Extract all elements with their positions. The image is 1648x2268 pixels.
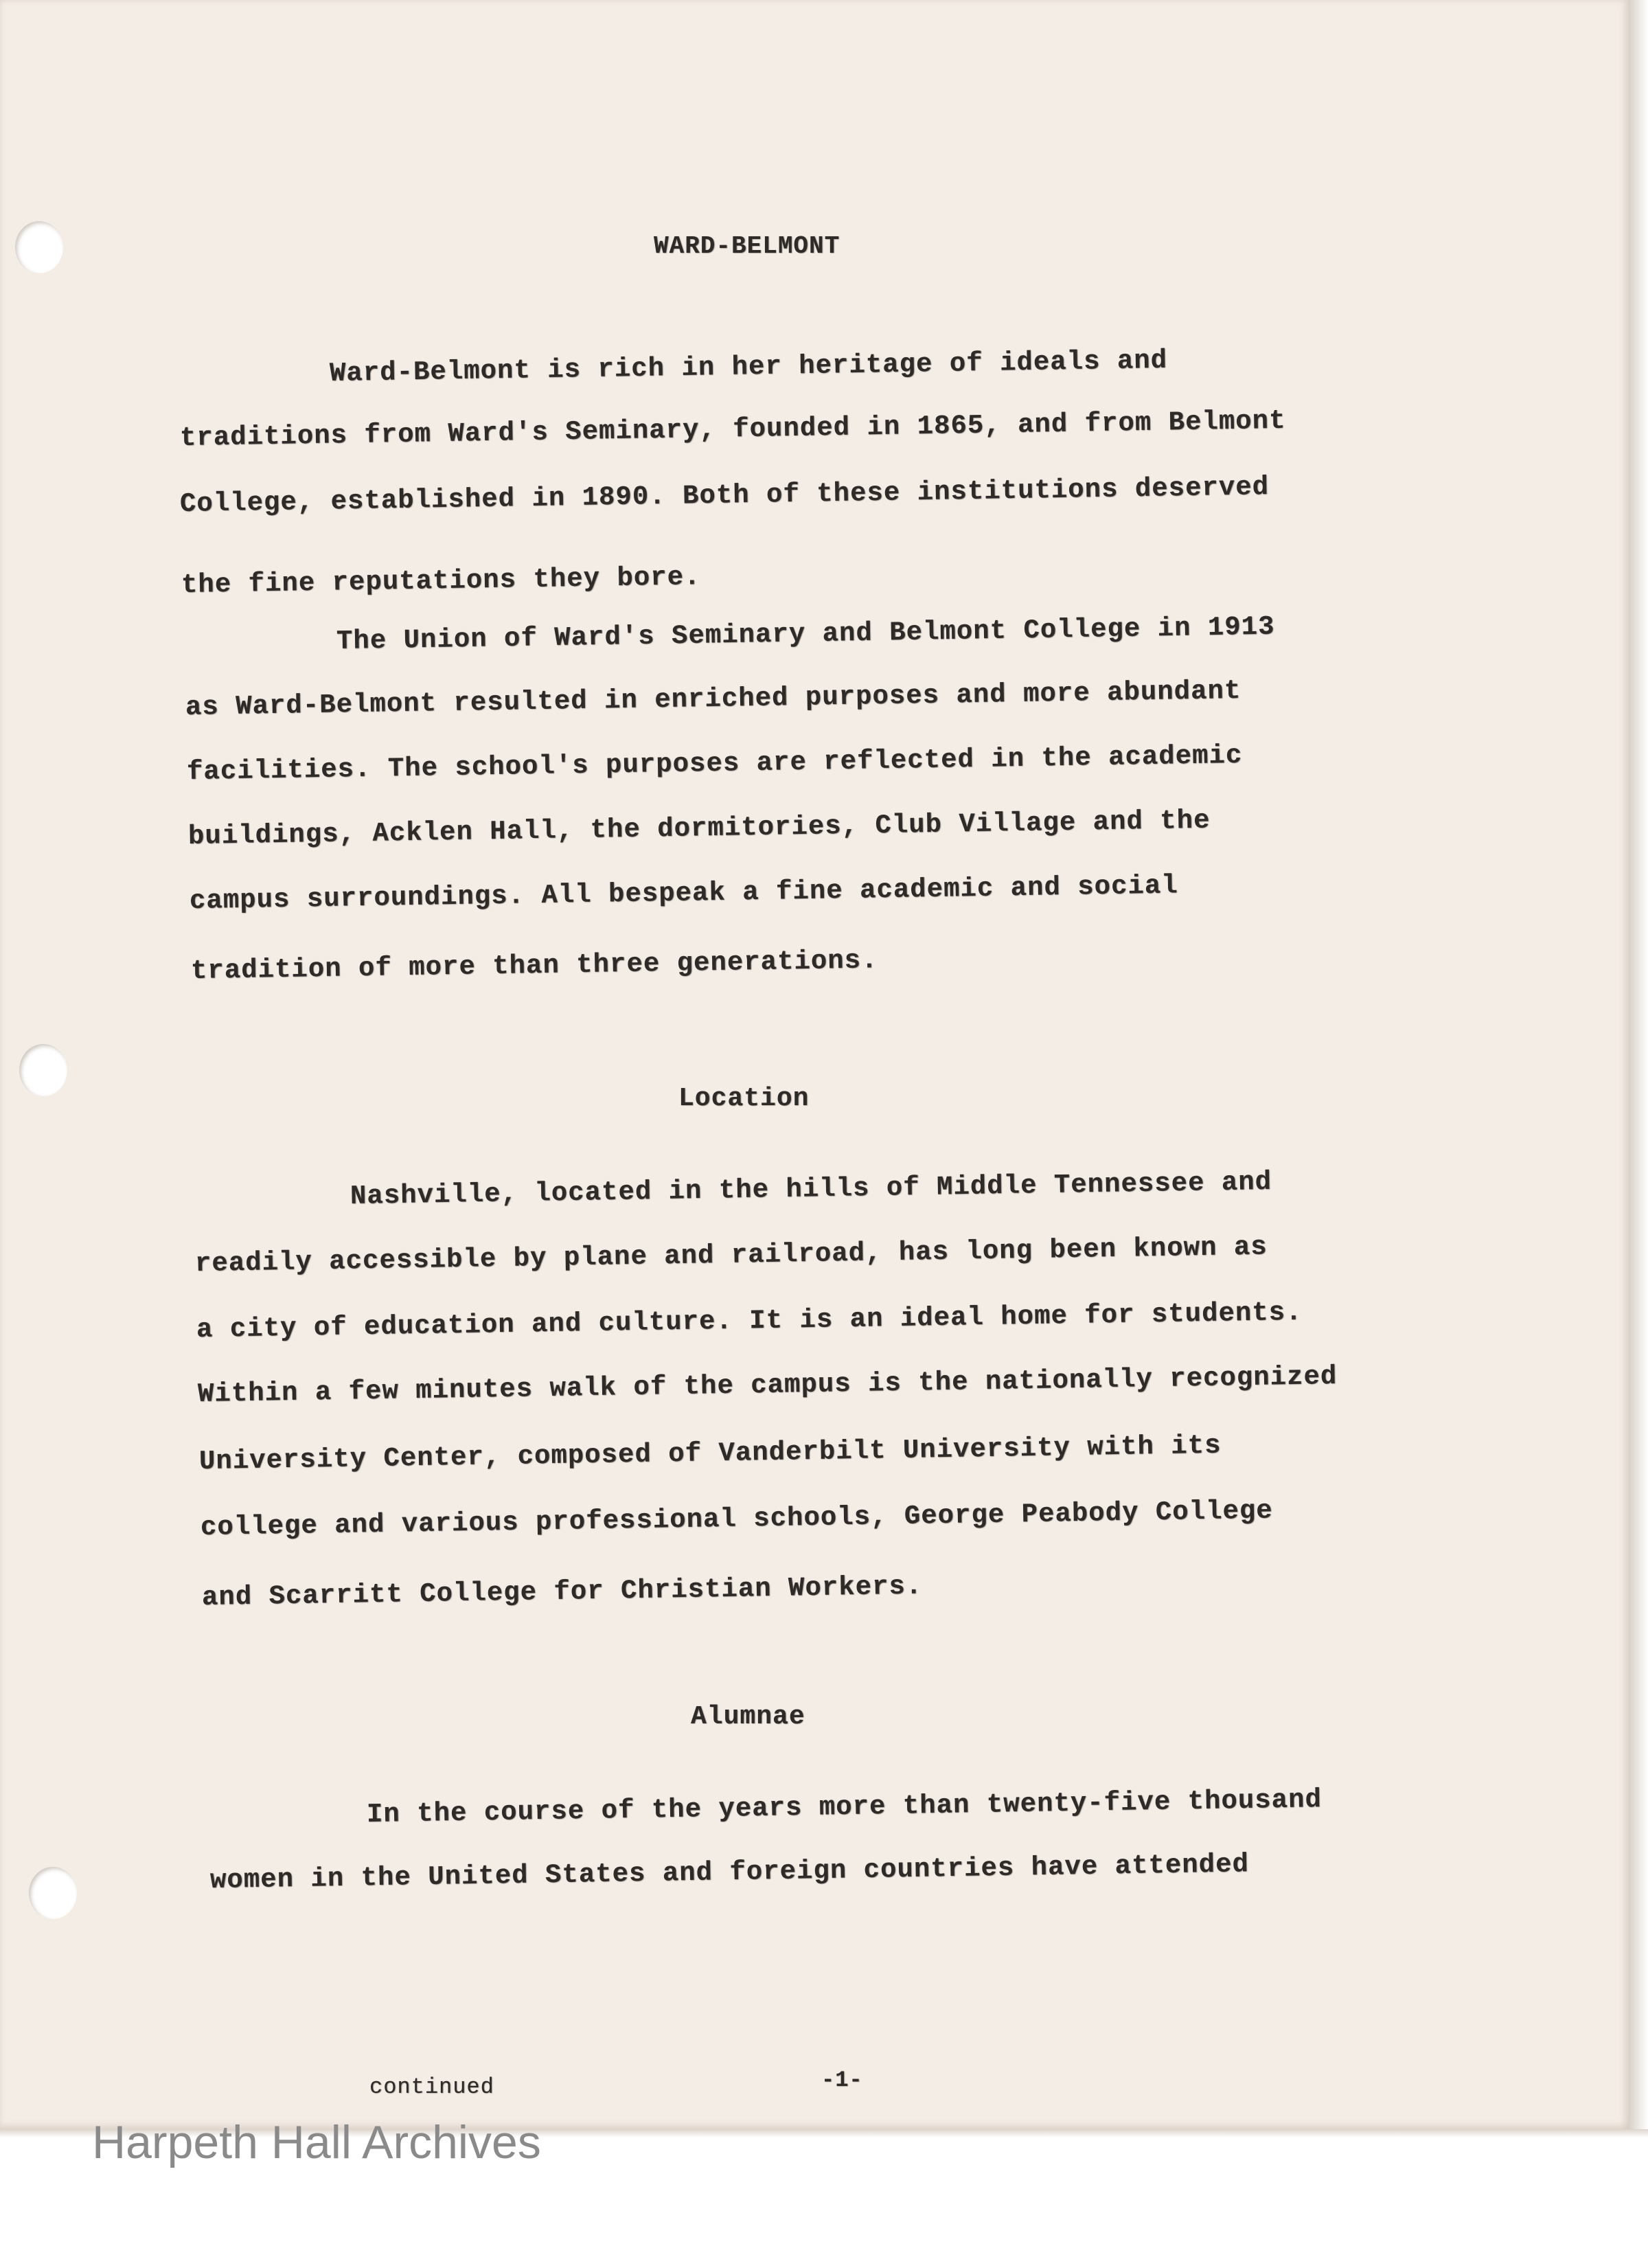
archive-watermark: Harpeth Hall Archives	[92, 2116, 541, 2168]
location-line: readily accessible by plane and railroad, has long been known as	[194, 1232, 1268, 1279]
location-line: a city of education and culture. It is an ideal home for students.	[196, 1297, 1303, 1345]
intro-line: College, established in 1890. Both of these institutions deserved	[179, 472, 1270, 519]
location-line: University Center, composed of Vanderbilt University with its	[198, 1430, 1222, 1477]
location-line: and Scarritt College for Christian Workers.	[201, 1571, 923, 1613]
alumnae-heading: Alumnae	[691, 1702, 805, 1732]
punch-hole-middle	[19, 1044, 67, 1096]
punch-hole-bottom	[29, 1867, 77, 1919]
union-line: buildings, Acklen Hall, the dormitories, Club Village and the	[187, 805, 1211, 852]
union-line: tradition of more than three generations.	[190, 945, 878, 986]
punch-hole-top	[15, 221, 63, 273]
page-edge-shadow	[1629, 0, 1648, 2129]
document-title: WARD-BELMONT	[654, 232, 840, 260]
location-line: Nashville, located in the hills of Middle Tennessee and	[350, 1166, 1272, 1212]
location-line: college and various professional schools, George Peabody College	[200, 1495, 1273, 1543]
union-line: facilities. The school's purposes are reflected in the academic	[186, 740, 1243, 787]
page-number: -1-	[821, 2067, 863, 2093]
alumnae-line: women in the United States and foreign countries have attended	[209, 1849, 1250, 1896]
continued-note: continued	[369, 2074, 494, 2100]
location-line: Within a few minutes walk of the campus is the nationally recognized	[197, 1361, 1338, 1409]
intro-line: Ward-Belmont is rich in her heritage of ideals and	[329, 345, 1168, 389]
location-heading: Location	[678, 1084, 810, 1113]
alumnae-line: In the course of the years more than twenty-five thousand	[366, 1784, 1323, 1830]
union-line: The Union of Ward's Seminary and Belmont College in 1913	[336, 611, 1275, 657]
union-line: as Ward-Belmont resulted in enriched purposes and more abundant	[185, 675, 1241, 723]
intro-line: traditions from Ward's Seminary, founded in 1865, and from Belmont	[179, 405, 1286, 453]
union-line: campus surroundings. All bespeak a fine academic and social	[189, 870, 1178, 916]
intro-line: the fine reputations they bore.	[181, 562, 701, 600]
